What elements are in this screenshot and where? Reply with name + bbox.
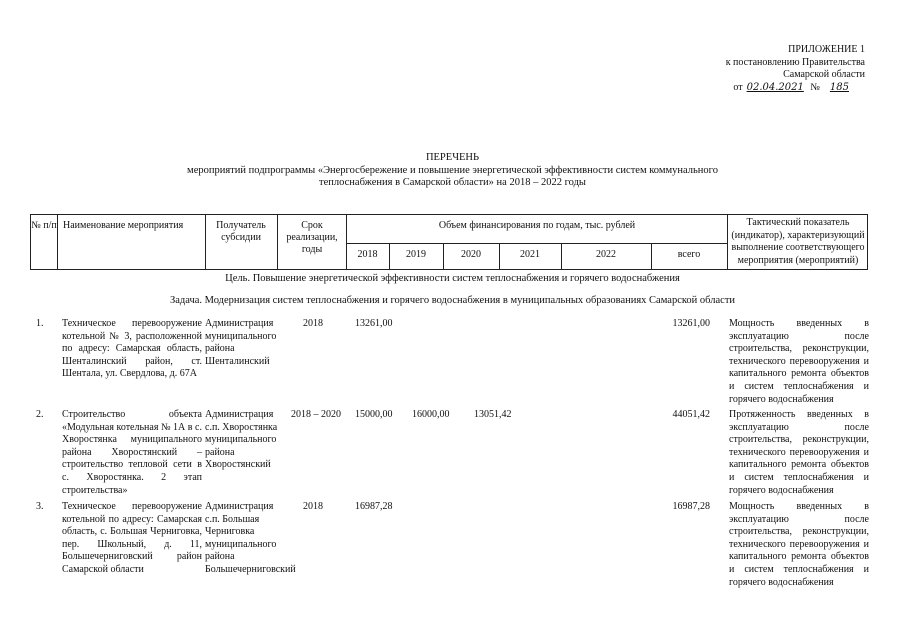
row-value-2020: 13051,42 <box>474 409 512 420</box>
row-recipient: Администрация с.п. Хворостянка муниципального района Хворостянский <box>205 409 278 471</box>
date-value: 02.04.2021 <box>746 81 804 93</box>
row-total: 44051,42 <box>672 409 710 420</box>
header-col-name: Наименование мероприятия <box>63 220 184 231</box>
row-number: 1. <box>36 318 44 329</box>
header-divider <box>57 215 58 269</box>
row-indicator: Протяженность введенных в эксплуатацию после строительства, реконструкции, технического перевооружения и капитального ремонта объектов и систем теплоснабжения и горячего водоснабжения <box>729 409 869 496</box>
row-value-2018: 15000,00 <box>355 409 393 420</box>
row-value-2019: 16000,00 <box>412 409 450 420</box>
number-prefix: № <box>810 81 820 93</box>
document-heading <box>0 152 905 190</box>
row-name: Техническое перевооружение котельной № 3, расположенной по адресу: Самарская область, Шенталинский район, ст. Шентала, ул. Свердлова, д. 67А <box>62 318 202 380</box>
task-line: Задача. Модернизация систем теплоснабжения и горячего водоснабжения в муниципальных образованиях Самарской области <box>169 295 736 306</box>
row-indicator: Мощность введенных в эксплуатацию после строительства, реконструкции, технического перевооружения и капитального ремонта объектов и систем теплоснабжения и горячего водоснабжения <box>729 318 869 405</box>
header-year-2018: 2018 <box>357 249 378 260</box>
goal-line: Цель. Повышение энергетической эффективности систем теплоснабжения и горячего водоснабжения <box>225 273 680 284</box>
header-col-funding: Объем финансирования по годам, тыс. рублей <box>438 220 636 231</box>
row-name: Техническое перевооружение котельной по адресу: Самарская область, с. Большая Черниговка, пер. Школьный, д. 11, Большечерниговский район Самарской области <box>62 501 202 575</box>
row-indicator: Мощность введенных в эксплуатацию после строительства, реконструкции, технического перевооружения и капитального ремонта объектов и систем теплоснабжения и горячего водоснабжения <box>729 501 869 588</box>
document-title: ПЕРЕЧЕНЬ <box>425 152 480 163</box>
row-number: 2. <box>36 409 44 420</box>
appendix-block <box>726 44 865 94</box>
table-header <box>30 214 868 270</box>
document-subtitle-1: мероприятий подпрограммы «Энергосбережение и повышение энергетической эффективности систем коммунального <box>187 164 718 176</box>
header-year-2021: 2021 <box>520 249 540 260</box>
header-divider <box>346 243 727 244</box>
appendix-line1: ПРИЛОЖЕНИЕ 1 <box>788 44 865 55</box>
document-subtitle-2: теплоснабжения в Самарской области» на 2018 – 2022 годы <box>319 177 586 188</box>
row-total: 16987,28 <box>672 501 710 512</box>
date-prefix: от <box>733 81 743 93</box>
appendix-line3: Самарской области <box>783 69 865 80</box>
header-year-2022: 2022 <box>596 249 616 260</box>
appendix-line2: к постановлению Правительства <box>725 56 865 68</box>
row-number: 3. <box>36 501 44 512</box>
appendix-date-line <box>726 82 865 95</box>
header-col-no: № п/п <box>31 220 57 231</box>
header-divider <box>205 215 206 269</box>
row-period: 2018 <box>303 318 323 329</box>
header-col-period: Срок реализации, годы <box>286 220 338 255</box>
row-value-2018: 13261,00 <box>355 318 393 329</box>
header-divider <box>277 215 278 269</box>
row-recipient: Администрация с.п. Большая Черниговка муниципального района Большечерниговский <box>205 501 296 575</box>
row-value-2018: 16987,28 <box>355 501 393 512</box>
header-col-indicator: Тактический показатель (индикатор), характеризующий выполнение соответствующего мероприятия (мероприятий) <box>731 217 865 266</box>
number-value: 185 <box>829 81 849 93</box>
header-year-2019: 2019 <box>406 249 426 260</box>
header-col-recipient: Получатель субсидии <box>216 220 266 243</box>
header-year-2020: 2020 <box>461 249 481 260</box>
row-name: Строительство объекта «Модульная котельная № 1А в с. Хворостянка муниципального района Хворостянский – строительство тепловой сети в с. Хворостянка. 2 этап строительства» <box>62 409 202 496</box>
row-recipient: Администрация муниципального района Шенталинский <box>205 318 277 367</box>
header-total: всего <box>677 249 701 260</box>
row-period: 2018 – 2020 <box>291 409 341 420</box>
row-period: 2018 <box>303 501 323 512</box>
header-divider <box>727 215 728 269</box>
row-total: 13261,00 <box>672 318 710 329</box>
